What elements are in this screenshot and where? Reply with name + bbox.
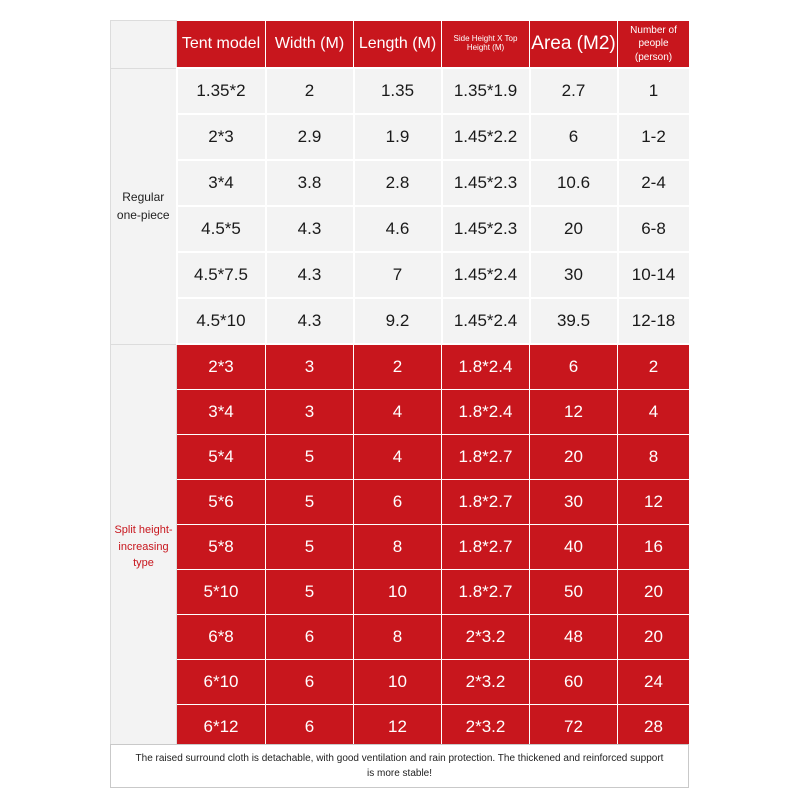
table-cell: 1.8*2.7	[442, 435, 530, 480]
table-body	[111, 68, 690, 750]
table-cell: 9.2	[354, 298, 442, 344]
table-cell: 3*4	[177, 390, 266, 435]
table-cell: 5*8	[177, 525, 266, 570]
table-row	[111, 705, 690, 750]
table-cell: 5	[266, 435, 354, 480]
table-cell: 5*6	[177, 480, 266, 525]
table-row	[111, 435, 690, 480]
group-label-split	[111, 344, 177, 750]
table-cell: 24	[618, 660, 690, 705]
table-cell: 1	[618, 68, 690, 114]
table-cell: 1.35	[354, 68, 442, 114]
table-cell: 2-4	[618, 160, 690, 206]
table-cell: 6	[266, 615, 354, 660]
table-cell: 30	[530, 480, 618, 525]
table-cell: 1.8*2.7	[442, 525, 530, 570]
header-people-line: (person)	[634, 51, 673, 63]
table-cell: 20	[618, 570, 690, 615]
table-cell: 72	[530, 705, 618, 750]
table-cell: 1.9	[354, 114, 442, 160]
table-cell: 6	[530, 344, 618, 390]
table-cell: 10-14	[618, 252, 690, 298]
group-label-line: one-piece	[116, 208, 170, 222]
table-cell: 12-18	[618, 298, 690, 344]
table-cell: 6	[354, 480, 442, 525]
table-row	[111, 525, 690, 570]
table-cell: 4	[354, 435, 442, 480]
table-cell: 7	[354, 252, 442, 298]
table-cell: 4.5*5	[177, 206, 266, 252]
footer-note: The raised surround cloth is detachable, with good ventilation and rain protection. The thickened and reinforced support is more stable!	[110, 744, 689, 788]
table-cell: 4	[354, 390, 442, 435]
table-cell: 1.8*2.4	[442, 344, 530, 390]
group-label-line: increasing type	[118, 540, 169, 569]
table-row	[111, 160, 690, 206]
table-cell: 50	[530, 570, 618, 615]
table-cell: 2*3.2	[442, 615, 530, 660]
table-row	[111, 68, 690, 114]
table-cell: 4	[618, 390, 690, 435]
table-cell: 4.6	[354, 206, 442, 252]
table-cell: 2*3.2	[442, 705, 530, 750]
table-cell: 40	[530, 525, 618, 570]
table-cell: 8	[354, 525, 442, 570]
table-cell: 2	[266, 68, 354, 114]
table-cell: 4.5*7.5	[177, 252, 266, 298]
table-cell: 20	[530, 435, 618, 480]
group-label-line: Split height-	[114, 524, 173, 536]
table-cell: 4.3	[266, 252, 354, 298]
table-cell: 1.45*2.3	[442, 206, 530, 252]
header-width: Width (M)	[266, 21, 354, 69]
table-cell: 2*3.2	[442, 660, 530, 705]
table-cell: 3	[266, 390, 354, 435]
table-cell: 3	[266, 344, 354, 390]
table-cell: 2*3	[177, 114, 266, 160]
table-cell: 1.8*2.4	[442, 390, 530, 435]
table-cell: 6*12	[177, 705, 266, 750]
header-side-top-height: Side Height X Top Height (M)	[442, 21, 530, 69]
table-cell: 1.45*2.4	[442, 298, 530, 344]
header-corner	[111, 21, 177, 69]
table-cell: 6-8	[618, 206, 690, 252]
table-cell: 1-2	[618, 114, 690, 160]
table-cell: 48	[530, 615, 618, 660]
header-length: Length (M)	[354, 21, 442, 69]
table-cell: 2*3	[177, 344, 266, 390]
header-row	[111, 21, 690, 69]
table-cell: 4.3	[266, 206, 354, 252]
table-cell: 5	[266, 480, 354, 525]
table-cell: 12	[354, 705, 442, 750]
table-cell: 1.35*2	[177, 68, 266, 114]
table-cell: 8	[618, 435, 690, 480]
table-cell: 5*10	[177, 570, 266, 615]
table-cell: 1.35*1.9	[442, 68, 530, 114]
table-cell: 12	[530, 390, 618, 435]
table-cell: 2	[618, 344, 690, 390]
table-cell: 10	[354, 660, 442, 705]
header-people-line: people	[638, 38, 669, 50]
header-number-of-people	[618, 21, 690, 69]
table-cell: 5	[266, 570, 354, 615]
table-row	[111, 298, 690, 344]
table-cell: 1.8*2.7	[442, 570, 530, 615]
table-row	[111, 570, 690, 615]
group-label-line: Regular	[122, 190, 165, 204]
table-cell: 1.45*2.4	[442, 252, 530, 298]
table-row	[111, 206, 690, 252]
table-cell: 2.7	[530, 68, 618, 114]
tent-spec-table	[110, 20, 691, 750]
table-cell: 1.45*2.3	[442, 160, 530, 206]
table-cell: 60	[530, 660, 618, 705]
table-cell: 6	[530, 114, 618, 160]
header-tent-model: Tent model	[177, 21, 266, 69]
table-row	[111, 480, 690, 525]
table-cell: 3.8	[266, 160, 354, 206]
table-cell: 28	[618, 705, 690, 750]
table-cell: 4.5*10	[177, 298, 266, 344]
table-cell: 6*8	[177, 615, 266, 660]
table-cell: 5*4	[177, 435, 266, 480]
table-cell: 16	[618, 525, 690, 570]
table-cell: 3*4	[177, 160, 266, 206]
table-row	[111, 615, 690, 660]
table-cell: 4.3	[266, 298, 354, 344]
table-row	[111, 390, 690, 435]
table-cell: 12	[618, 480, 690, 525]
table-cell: 2.9	[266, 114, 354, 160]
table-row	[111, 114, 690, 160]
table-cell: 2	[354, 344, 442, 390]
header-people-line: Number of	[630, 24, 677, 36]
table-row	[111, 660, 690, 705]
table-row	[111, 344, 690, 390]
table-cell: 10.6	[530, 160, 618, 206]
table-cell: 1.45*2.2	[442, 114, 530, 160]
table-cell: 6	[266, 660, 354, 705]
table-cell: 1.8*2.7	[442, 480, 530, 525]
table-cell: 6	[266, 705, 354, 750]
table-cell: 8	[354, 615, 442, 660]
table-row	[111, 252, 690, 298]
table-cell: 6*10	[177, 660, 266, 705]
table-cell: 10	[354, 570, 442, 615]
table-cell: 20	[530, 206, 618, 252]
header-area: Area (M2)	[530, 21, 618, 69]
group-label-regular	[111, 68, 177, 344]
table-cell: 2.8	[354, 160, 442, 206]
table-cell: 30	[530, 252, 618, 298]
table-cell: 20	[618, 615, 690, 660]
table-cell: 5	[266, 525, 354, 570]
table-cell: 39.5	[530, 298, 618, 344]
